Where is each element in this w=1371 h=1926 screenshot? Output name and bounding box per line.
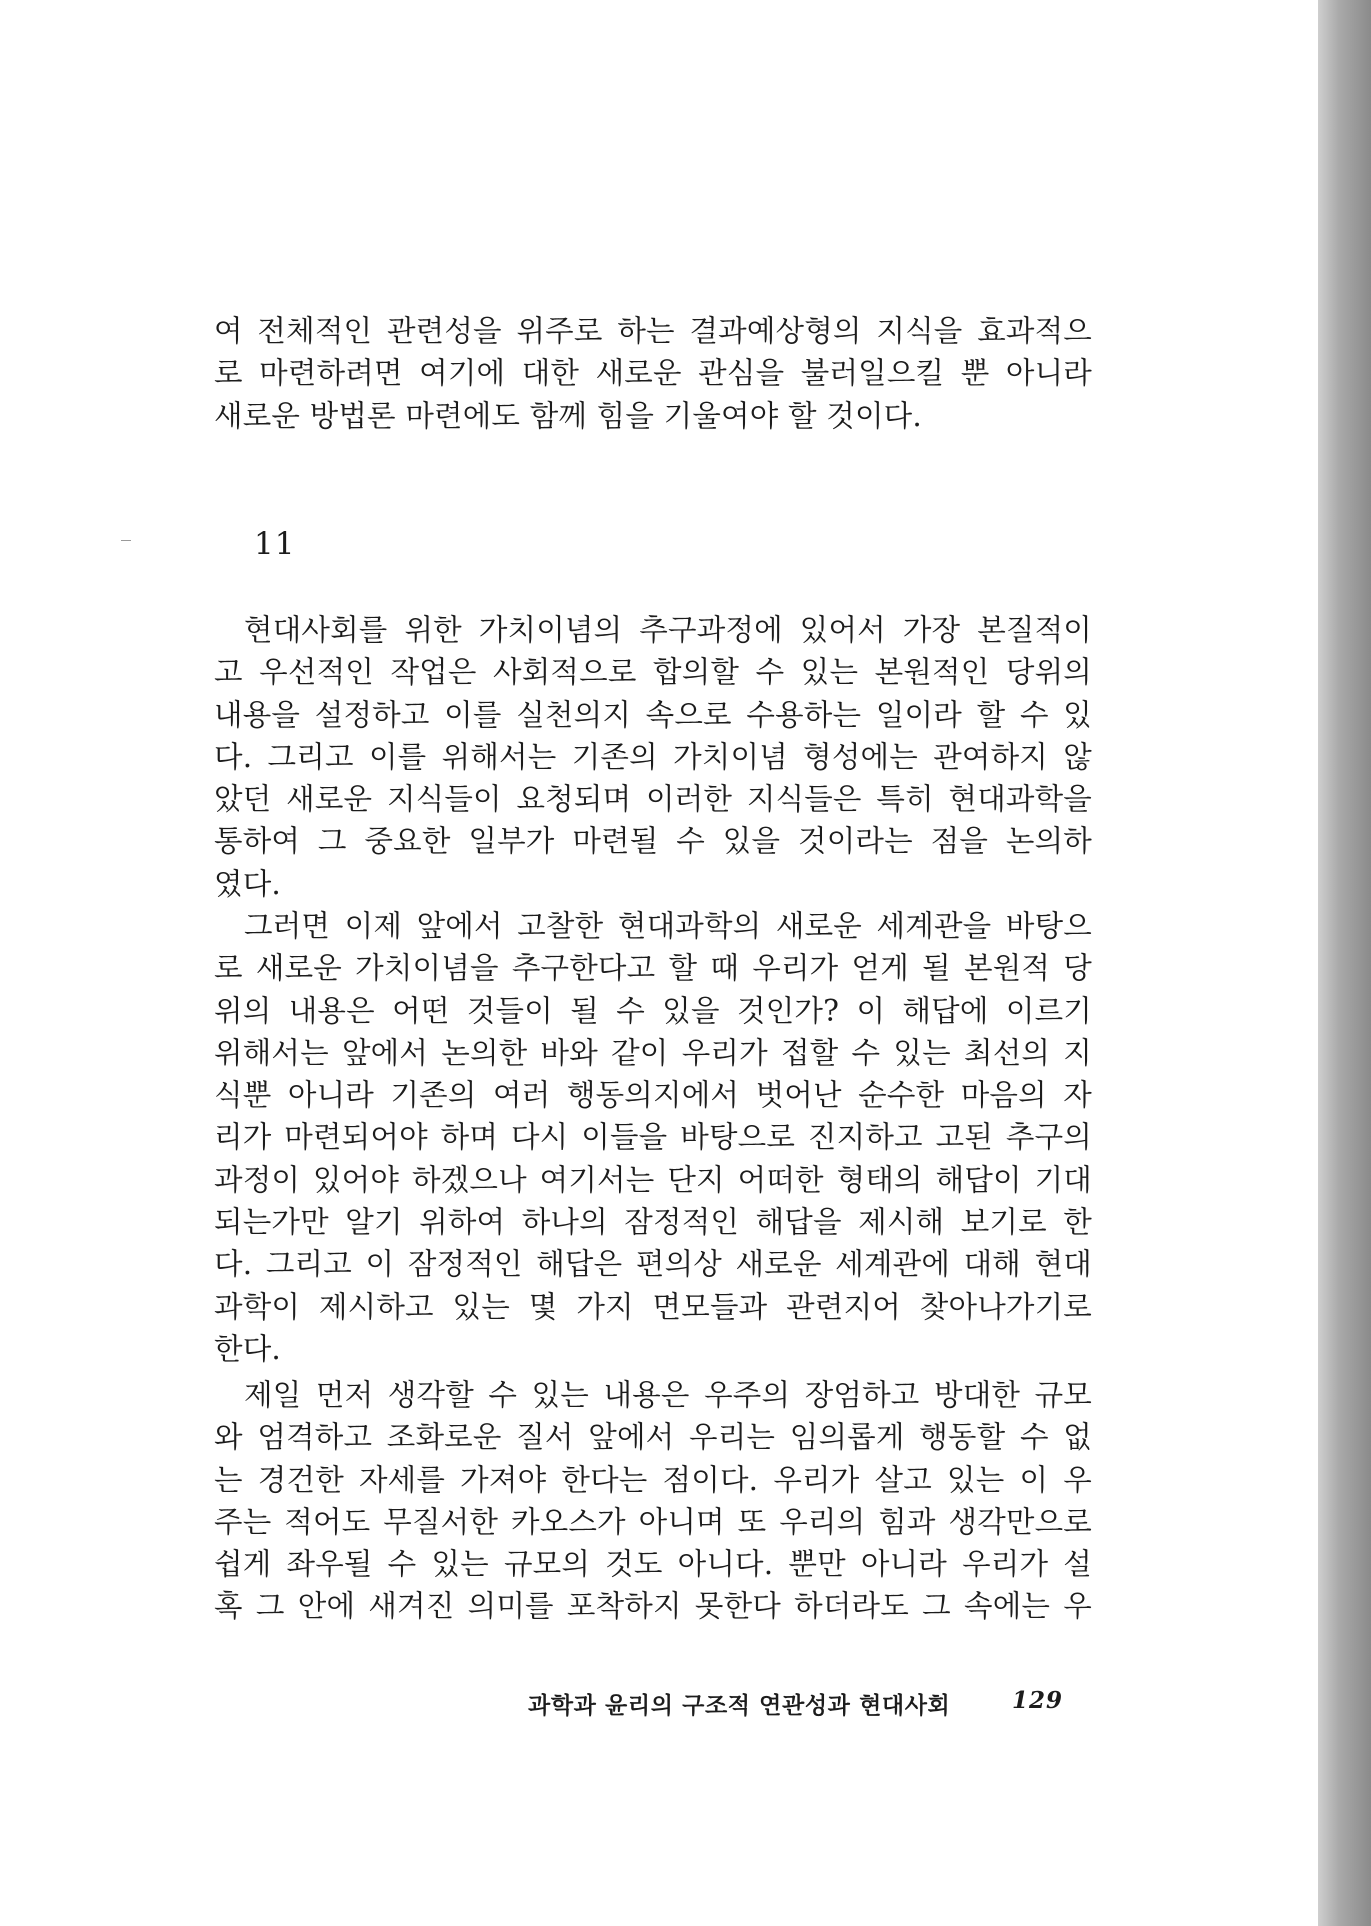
text-line: 로 마련하려면 여기에 대한 새로운 관심을 불러일으킬 뿐 아니라 xyxy=(214,356,1092,391)
text-line: 리가 마련되어야 하며 다시 이들을 바탕으로 진지하고 고된 추구의 xyxy=(214,1120,1092,1155)
section-number: 11 xyxy=(254,526,296,562)
paragraph-1 xyxy=(214,609,1092,905)
text-line: 새로운 방법론 마련에도 함께 힘을 기울여야 할 것이다. xyxy=(214,398,922,433)
text-line: 위해서는 앞에서 논의한 바와 같이 우리가 접할 수 있는 최선의 지 xyxy=(214,1035,1092,1070)
text-line: 고 우선적인 작업은 사회적으로 합의할 수 있는 본원적인 당위의 xyxy=(214,655,1092,690)
text-line: 주는 적어도 무질서한 카오스가 아니며 또 우리의 힘과 생각만으로 xyxy=(214,1504,1092,1539)
page-footer xyxy=(528,1687,1063,1720)
text-line: 과학이 제시하고 있는 몇 가지 면모들과 관련지어 찾아나가기로 xyxy=(214,1289,1092,1324)
running-head: 과학과 윤리의 구조적 연관성과 현대사회 xyxy=(528,1692,951,1719)
paragraph-3 xyxy=(214,1374,1092,1628)
text-line: 와 엄격하고 조화로운 질서 앞에서 우리는 임의롭게 행동할 수 없 xyxy=(214,1420,1092,1455)
text-line: 과정이 있어야 하겠으나 여기서는 단지 어떠한 형태의 해답이 기대 xyxy=(214,1162,1092,1197)
continuation-paragraph xyxy=(214,310,1092,437)
text-line: 한다. xyxy=(214,1331,281,1366)
text-line: 는 경건한 자세를 가져야 한다는 점이다. 우리가 살고 있는 이 우 xyxy=(214,1462,1092,1497)
text-line: 현대사회를 위한 가치이념의 추구과정에 있어서 가장 본질적이 xyxy=(244,613,1092,647)
text-line: 통하여 그 중요한 일부가 마련될 수 있을 것이라는 점을 논의하 xyxy=(214,824,1092,859)
text-line: 그러면 이제 앞에서 고찰한 현대과학의 새로운 세계관을 바탕으 xyxy=(244,909,1092,943)
text-line: 위의 내용은 어떤 것들이 될 수 있을 것인가? 이 해답에 이르기 xyxy=(214,993,1092,1028)
text-line: 다. 그리고 이 잠정적인 해답은 편의상 새로운 세계관에 대해 현대 xyxy=(214,1247,1092,1282)
text-line: 제일 먼저 생각할 수 있는 내용은 우주의 장엄하고 방대한 규모 xyxy=(244,1378,1092,1412)
text-line: 내용을 설정하고 이를 실천의지 속으로 수용하는 일이라 할 수 있 xyxy=(214,697,1092,732)
text-line: 혹 그 안에 새겨진 의미를 포착하지 못한다 하더라도 그 속에는 우 xyxy=(214,1589,1092,1624)
text-line: 되는가만 알기 위하여 하나의 잠정적인 해답을 제시해 보기로 한 xyxy=(214,1205,1092,1240)
text-line: 식뿐 아니라 기존의 여러 행동의지에서 벗어난 순수한 마음의 자 xyxy=(214,1078,1092,1113)
paragraph-2 xyxy=(214,905,1092,1370)
text-line: 로 새로운 가치이념을 추구한다고 할 때 우리가 얻게 될 본원적 당 xyxy=(214,951,1092,986)
text-line: 았던 새로운 지식들이 요청되며 이러한 지식들은 특히 현대과학을 xyxy=(214,782,1092,817)
margin-mark xyxy=(121,540,131,541)
page-edge-shadow xyxy=(1318,0,1371,1926)
text-line: 다. 그리고 이를 위해서는 기존의 가치이념 형성에는 관여하지 않 xyxy=(214,739,1092,774)
text-line: 여 전체적인 관련성을 위주로 하는 결과예상형의 지식을 효과적으 xyxy=(214,314,1092,348)
page-number: 129 xyxy=(1011,1687,1063,1714)
text-line: 쉽게 좌우될 수 있는 규모의 것도 아니다. 뿐만 아니라 우리가 설 xyxy=(214,1547,1092,1582)
text-line: 였다. xyxy=(214,866,281,901)
